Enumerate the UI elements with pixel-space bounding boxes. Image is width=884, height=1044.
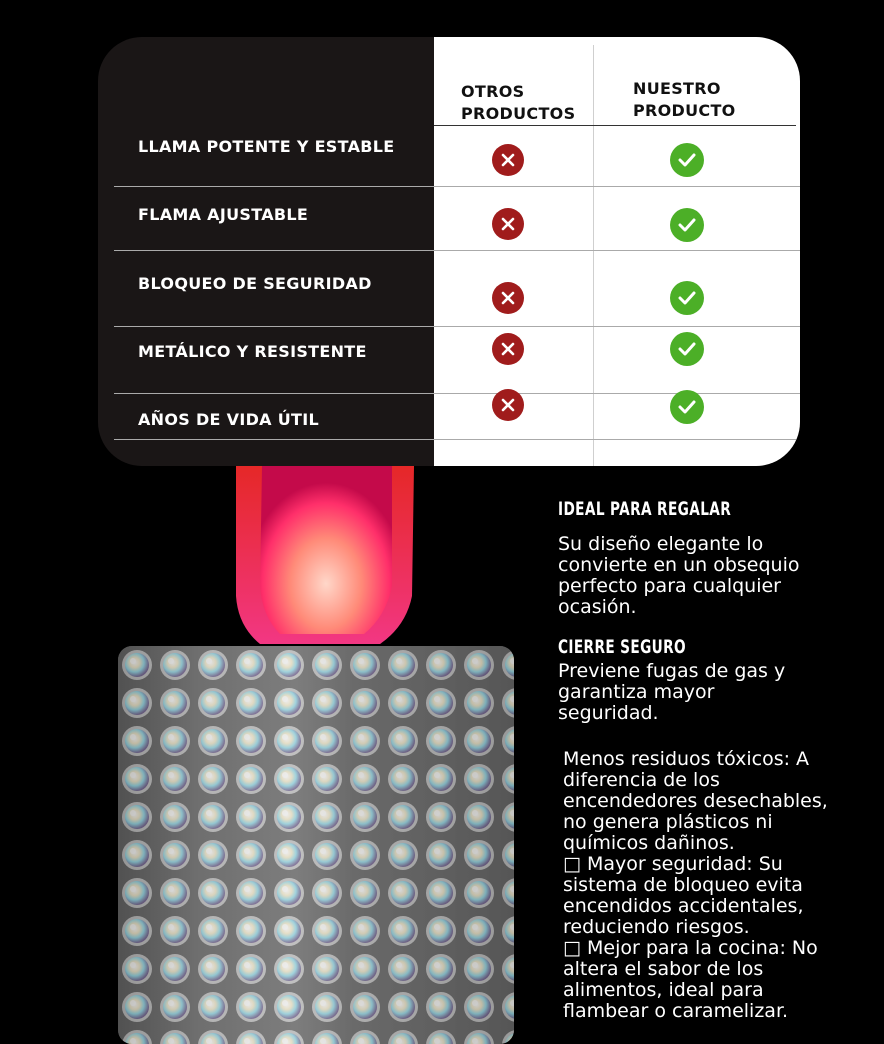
check-icon [670, 332, 704, 366]
check-icon [670, 143, 704, 177]
check-icon [670, 281, 704, 315]
cross-icon [492, 282, 524, 314]
feature-label: LLAMA POTENTE Y ESTABLE [138, 137, 395, 156]
row-divider [114, 439, 800, 440]
column-header-others: OTROS PRODUCTOS [461, 82, 576, 123]
column-divider [593, 45, 594, 466]
lock-text: Previene fugas de gas y garantiza mayor seguridad. [558, 660, 786, 724]
feature-label: BLOQUEO DE SEGURIDAD [138, 274, 372, 293]
lock-title: CIERRE SEGURO [558, 636, 687, 658]
row-divider [114, 186, 800, 187]
header-divider [434, 125, 796, 126]
column-header-ours: NUESTRO PRODUCTO [633, 79, 736, 120]
cross-icon [492, 389, 524, 421]
check-icon [670, 390, 704, 424]
row-divider [114, 326, 800, 327]
benefit-item: □ Mejor para la cocina: No altera el sabor de los alimentos, ideal para flambear o caramelizar. [563, 937, 818, 1022]
cross-icon [492, 208, 524, 240]
check-icon [670, 208, 704, 242]
gift-title: IDEAL PARA REGALAR [558, 498, 732, 520]
row-divider [114, 250, 800, 251]
feature-label: FLAMA AJUSTABLE [138, 205, 309, 224]
benefit-item: Menos residuos tóxicos: A diferencia de los encendedores desechables, no genera plásticos ni químicos dañinos. [563, 748, 828, 854]
benefits-list [563, 749, 853, 1022]
cross-icon [492, 144, 524, 176]
benefit-item: □ Mayor seguridad: Su sistema de bloqueo evita encendidos accidentales, reduciendo riesgos. [563, 853, 804, 938]
feature-label: AÑOS DE VIDA ÚTIL [138, 410, 319, 429]
gift-text: Su diseño elegante lo convierte en un obsequio perfecto para cualquier ocasión. [558, 533, 800, 618]
cross-icon [492, 333, 524, 365]
feature-label: METÁLICO Y RESISTENTE [138, 342, 367, 361]
comparison-table [98, 37, 800, 466]
